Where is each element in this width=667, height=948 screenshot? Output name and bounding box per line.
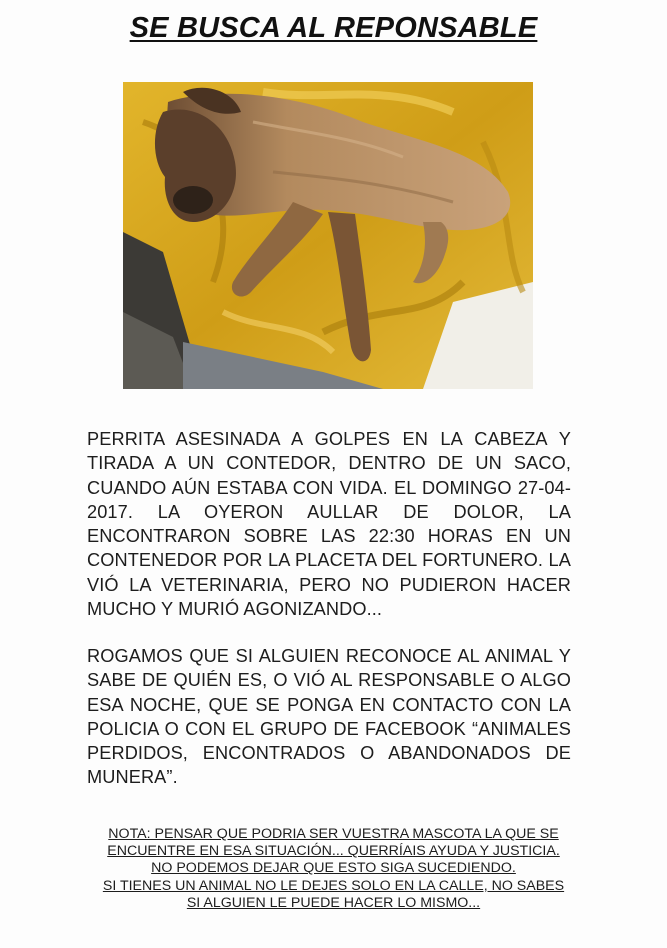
- description-paragraph: PERRITA ASESINADA A GOLPES EN LA CABEZA Y TIRADA A UN CONTEDOR, DENTRO DE UN SACO, CUANDO AÚN ESTABA CON VIDA. EL DOMINGO 27-04-2017. LA OYERON AULLAR DE DOLOR, LA ENCONTRARON SOBRE LAS 22:30 HORAS EN UN CONTENEDOR POR LA PLACETA DEL FORTUNERO. LA VIÓ LA VETERINARIA, PERO NO PUDIERON HACER MUCHO Y MURIÓ AGONIZANDO...: [87, 429, 571, 620]
- note-line: NOTA: PENSAR QUE PODRIA SER VUESTRA MASCOTA LA QUE SE: [108, 826, 559, 842]
- dog-photo-icon: [123, 82, 533, 389]
- note-line: SI ALGUIEN LE PUEDE HACER LO MISMO...: [186, 894, 481, 911]
- note-block: [60, 826, 607, 912]
- dog-photo: [123, 82, 533, 389]
- note-line: NO PODEMOS DEJAR QUE ESTO SIGA SUCEDIENDO.: [151, 860, 516, 877]
- request-paragraph: ROGAMOS QUE SI ALGUIEN RECONOCE AL ANIMAL Y SABE DE QUIÉN ES, O VIÓ AL RESPONSABLE O ALGO ESA NOCHE, QUE SE PONGA EN CONTACTO CON LA POLICIA O CON EL GRUPO DE FACEBOOK “ANIMALES PERDIDOS, ENCONTRADOS O ABANDONADOS DE MUNERA”.: [87, 646, 571, 788]
- poster-title: SE BUSCA AL REPONSABLE: [129, 12, 538, 44]
- note-line: SI TIENES UN ANIMAL NO LE DEJES SOLO EN LA CALLE, NO SABES: [102, 877, 565, 894]
- note-line: ENCUENTRE EN ESA SITUACIÓN... QUERRÍAIS AYUDA Y JUSTICIA.: [107, 843, 560, 860]
